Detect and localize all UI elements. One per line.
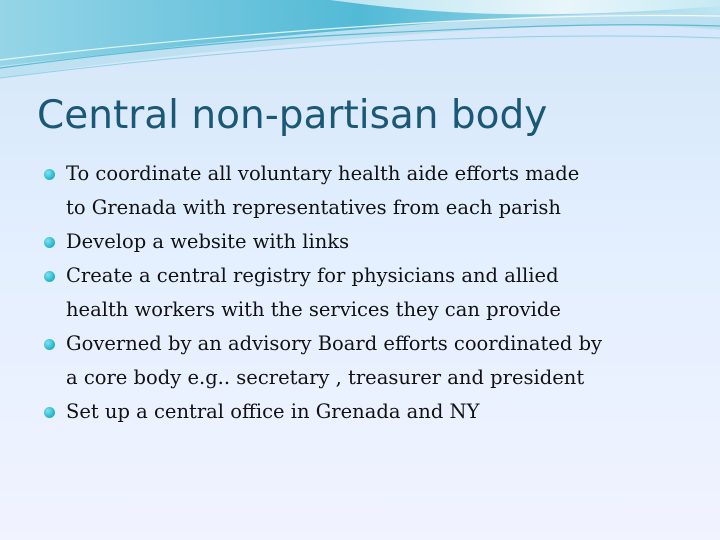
bullet-text: a core body e.g.. secretary , treasurer and president	[66, 366, 585, 389]
bullet-item-website	[44, 225, 704, 259]
bullet-dot-icon	[44, 339, 55, 350]
bullet-text: Develop a website with links	[66, 230, 350, 253]
bullet-item-coordinate	[44, 157, 704, 225]
bullet-list	[44, 157, 704, 429]
header-wave-decoration	[0, 0, 720, 90]
bullet-dot-icon	[44, 237, 55, 248]
bullet-text: Set up a central office in Grenada and NY	[66, 400, 480, 423]
bullet-item-registry	[44, 259, 704, 327]
bullet-item-office	[44, 395, 704, 429]
bullet-text: health workers with the services they can provide	[66, 298, 561, 321]
bullet-text: Create a central registry for physicians and allied	[66, 264, 559, 287]
bullet-item-governed	[44, 327, 704, 395]
bullet-text: To coordinate all voluntary health aide efforts made	[66, 162, 580, 185]
bullet-dot-icon	[44, 169, 55, 180]
bullet-text: Governed by an advisory Board efforts coordinated by	[66, 332, 603, 355]
bullet-text: to Grenada with representatives from each parish	[66, 196, 561, 219]
bullet-dot-icon	[44, 407, 55, 418]
slide-title: Central non-partisan body	[37, 93, 548, 138]
bullet-dot-icon	[44, 271, 55, 282]
